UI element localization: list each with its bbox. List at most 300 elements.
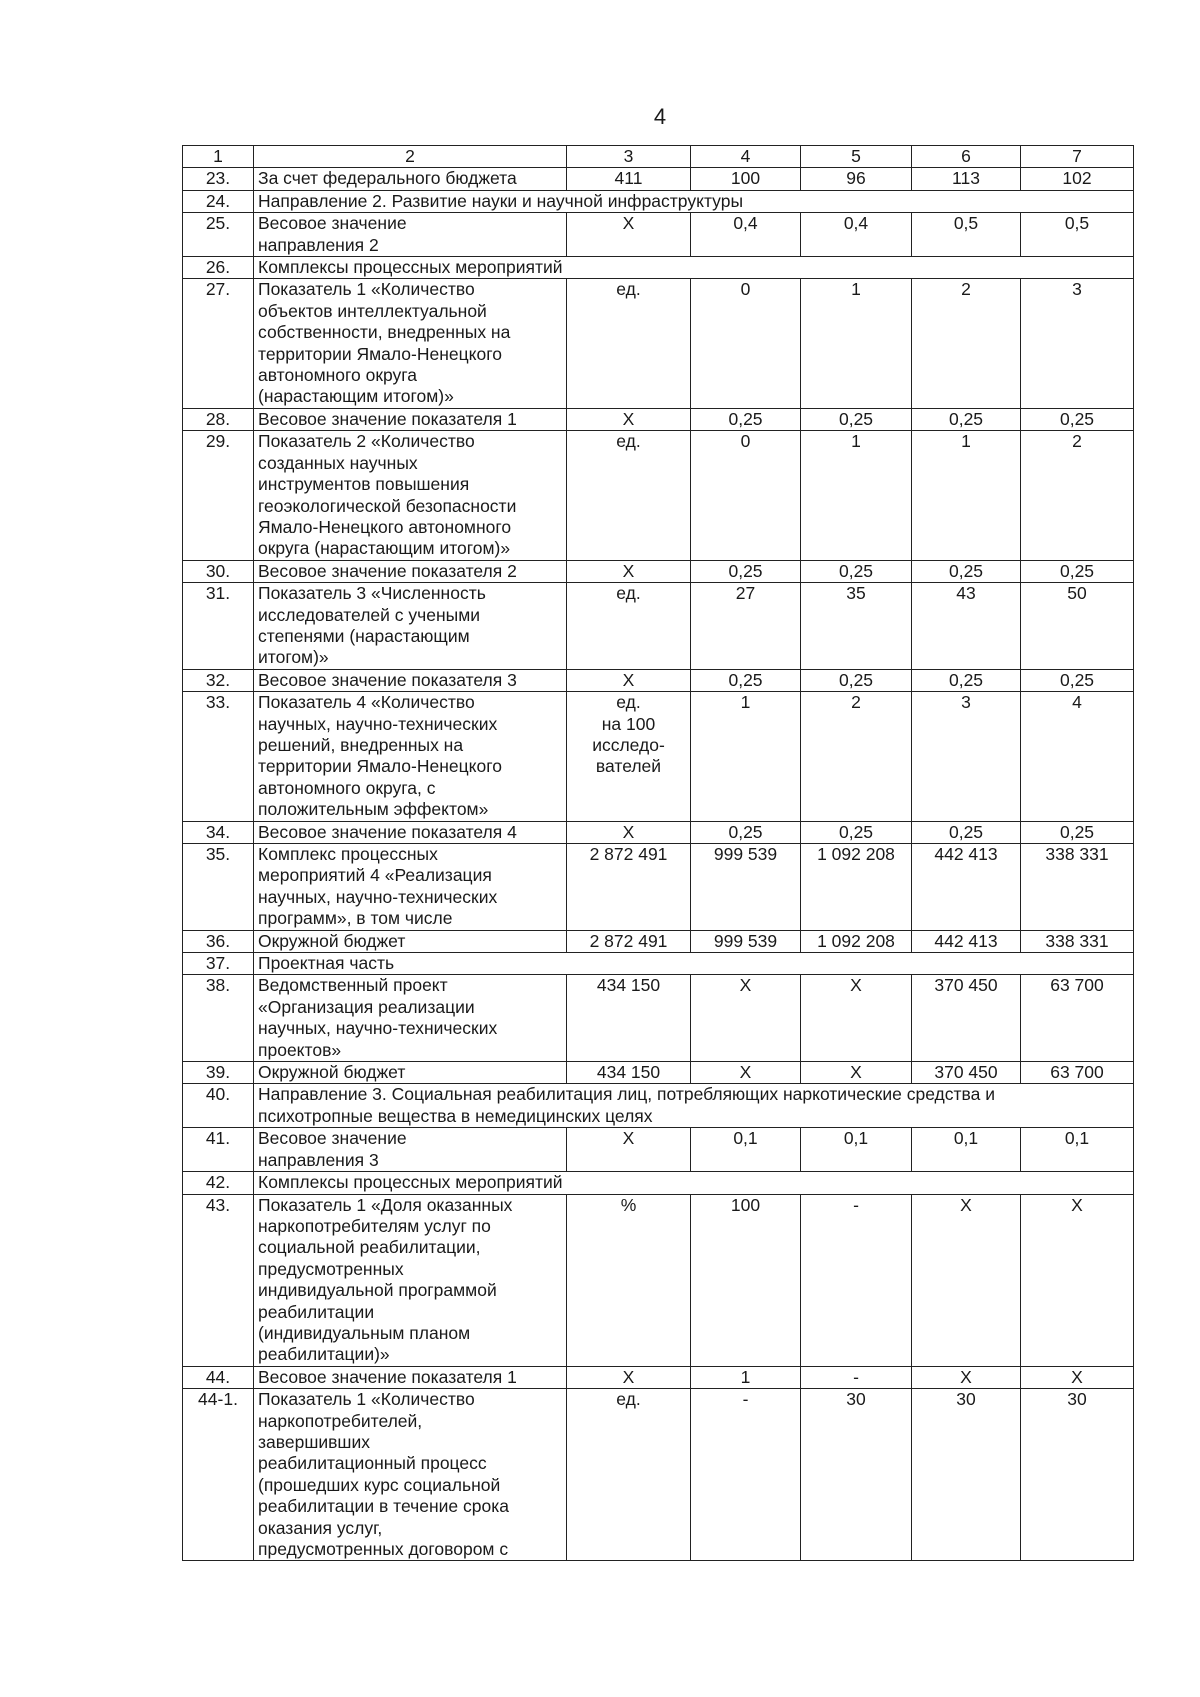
- header-cell: 7: [1021, 146, 1134, 168]
- value-cell: [1021, 431, 1134, 560]
- cell-line: Показатель 1 «Доля оказанных: [258, 1194, 513, 1215]
- value-cell: [1021, 692, 1134, 821]
- cell-line: научных, научно-технических: [258, 1018, 498, 1039]
- cell-line: территории Ямало-Ненецкого: [258, 756, 502, 777]
- cell-line: 0,25: [728, 669, 763, 690]
- cell-line: Х: [739, 1062, 752, 1083]
- cell-line: Ямало-Ненецкого автономного: [258, 516, 512, 537]
- cell-line: Весовое значение показателя 1: [258, 1366, 517, 1387]
- row-number: 31.: [183, 583, 254, 670]
- cell-line: автономного округа, с: [258, 777, 436, 798]
- cell-line: ед.: [616, 1389, 641, 1410]
- value-cell: [912, 408, 1021, 430]
- cell-line: наркопотребителям услуг по: [258, 1215, 491, 1236]
- cell-line: научных, научно-технических: [258, 713, 498, 734]
- section-title: [254, 190, 1134, 212]
- table-row: [183, 692, 1134, 821]
- cell-line: 1: [961, 431, 971, 452]
- value-cell: [801, 844, 912, 931]
- indicator-name: [254, 930, 567, 952]
- cell-line: 63 700: [1050, 1062, 1104, 1083]
- indicator-name: [254, 975, 567, 1062]
- header-cell: 3: [567, 146, 691, 168]
- value-cell: [691, 213, 801, 257]
- value-cell: [1021, 669, 1134, 691]
- unit-cell: [567, 821, 691, 843]
- cell-line: Показатель 4 «Количество: [258, 692, 475, 713]
- value-cell: [691, 431, 801, 560]
- row-number: 25.: [183, 213, 254, 257]
- cell-line: 63 700: [1050, 975, 1104, 996]
- table-row: [183, 279, 1134, 408]
- indicator-name: [254, 1389, 567, 1561]
- unit-cell: [567, 844, 691, 931]
- value-cell: [691, 583, 801, 670]
- value-cell: [691, 279, 801, 408]
- cell-line: Х: [622, 408, 635, 429]
- row-number: 38.: [183, 975, 254, 1062]
- table-body: [183, 146, 1134, 1561]
- cell-line: Х: [622, 213, 635, 234]
- cell-line: 999 539: [713, 930, 778, 951]
- table-row: [183, 844, 1134, 931]
- cell-line: объектов интеллектуальной: [258, 300, 487, 321]
- cell-line: 434 150: [596, 975, 661, 996]
- cell-line: 30: [846, 1389, 866, 1410]
- unit-cell: [567, 560, 691, 582]
- cell-line: инструментов повышения: [258, 474, 470, 495]
- table-row: [183, 408, 1134, 430]
- cell-line: ед.: [616, 583, 641, 604]
- header-row: [183, 146, 1134, 168]
- value-cell: [912, 168, 1021, 190]
- value-cell: [691, 692, 801, 821]
- cell-line: Весовое значение: [258, 1128, 407, 1149]
- cell-line: степенями (нарастающим: [258, 625, 470, 646]
- cell-line: 30: [956, 1389, 976, 1410]
- cell-line: на 100: [601, 713, 656, 734]
- cell-line: Окружной бюджет: [258, 1062, 406, 1083]
- cell-line: 1: [851, 431, 861, 452]
- cell-line: 0,25: [948, 560, 984, 581]
- cell-line: 3: [1072, 279, 1082, 300]
- value-cell: [801, 692, 912, 821]
- cell-line: итогом)»: [258, 647, 329, 668]
- indicator-name: [254, 1062, 567, 1084]
- row-number: 44.: [183, 1366, 254, 1388]
- cell-line: 338 331: [1045, 930, 1109, 951]
- header-cell: 2: [254, 146, 567, 168]
- indicator-name: [254, 844, 567, 931]
- cell-line: Х: [739, 975, 752, 996]
- value-cell: [1021, 844, 1134, 931]
- cell-line: 113: [952, 168, 980, 189]
- header-cell: 1: [183, 146, 254, 168]
- cell-line: «Организация реализации: [258, 996, 475, 1017]
- cell-line: ед.: [616, 692, 641, 713]
- cell-line: 100: [730, 1194, 761, 1215]
- cell-line: Х: [622, 669, 635, 690]
- value-cell: [1021, 1366, 1134, 1388]
- value-cell: [691, 1366, 801, 1388]
- cell-line: (прошедших курс социальной: [258, 1474, 501, 1495]
- value-cell: [1021, 583, 1134, 670]
- cell-line: 0,25: [838, 408, 874, 429]
- cell-line: 0: [740, 431, 751, 452]
- table-row: [183, 1194, 1134, 1366]
- cell-line: предусмотренных: [258, 1258, 404, 1279]
- cell-line: Х: [622, 560, 635, 581]
- unit-cell: [567, 213, 691, 257]
- value-cell: [912, 821, 1021, 843]
- cell-line: 50: [1067, 583, 1087, 604]
- row-number: 39.: [183, 1062, 254, 1084]
- header-cell: 5: [801, 146, 912, 168]
- value-cell: [801, 1128, 912, 1172]
- unit-cell: [567, 930, 691, 952]
- indicator-name: [254, 279, 567, 408]
- cell-line: проектов»: [258, 1039, 342, 1060]
- value-cell: [912, 583, 1021, 670]
- cell-line: 370 450: [934, 975, 998, 996]
- cell-line: Х: [960, 1194, 972, 1215]
- value-cell: [912, 1389, 1021, 1561]
- cell-line: Комплекс процессных: [258, 844, 438, 864]
- cell-line: Показатель 2 «Количество: [258, 431, 475, 452]
- cell-line: 43: [956, 583, 976, 604]
- cell-line: завершивших: [258, 1431, 370, 1452]
- value-cell: [801, 213, 912, 257]
- cell-line: 96: [846, 168, 866, 189]
- value-cell: [1021, 560, 1134, 582]
- cell-line: 0,5: [953, 213, 979, 234]
- cell-line: Весовое значение показателя 1: [258, 408, 517, 429]
- cell-line: психотропные вещества в немедицинских целях: [258, 1105, 653, 1126]
- unit-cell: [567, 583, 691, 670]
- unit-cell: [567, 975, 691, 1062]
- value-cell: [691, 168, 801, 190]
- cell-line: 0,25: [838, 669, 874, 690]
- value-cell: [912, 669, 1021, 691]
- cell-line: 2: [1072, 431, 1082, 452]
- value-cell: [912, 1128, 1021, 1172]
- row-number: 26.: [183, 257, 254, 279]
- row-number: 36.: [183, 930, 254, 952]
- value-cell: [691, 1389, 801, 1561]
- cell-line: Показатель 1 «Количество: [258, 279, 475, 300]
- table-row: [183, 168, 1134, 190]
- unit-cell: [567, 1366, 691, 1388]
- cell-line: 0,25: [1059, 821, 1095, 842]
- cell-line: 0,25: [838, 821, 874, 842]
- cell-line: социальной реабилитации,: [258, 1237, 481, 1258]
- cell-line: округа (нарастающим итогом)»: [258, 538, 511, 559]
- cell-line: 2: [851, 692, 861, 713]
- cell-line: вателей: [595, 756, 662, 777]
- cell-line: направления 2: [258, 234, 379, 255]
- table-row: [183, 953, 1134, 975]
- value-cell: [1021, 1128, 1134, 1172]
- cell-line: 3: [961, 692, 971, 713]
- value-cell: [912, 1194, 1021, 1366]
- row-number: 41.: [183, 1128, 254, 1172]
- table-row: [183, 1062, 1134, 1084]
- table-row: [183, 583, 1134, 670]
- unit-cell: [567, 1194, 691, 1366]
- section-title: [254, 257, 1134, 279]
- cell-line: 0,1: [843, 1128, 869, 1149]
- cell-line: 1 092 208: [817, 844, 895, 864]
- cell-line: положительным эффектом»: [258, 799, 489, 820]
- table-row: [183, 975, 1134, 1062]
- cell-line: 999 539: [713, 844, 778, 864]
- cell-line: -: [742, 1389, 749, 1410]
- value-cell: [691, 408, 801, 430]
- value-cell: [691, 1128, 801, 1172]
- table-row: [183, 1172, 1134, 1194]
- row-number: 24.: [183, 190, 254, 212]
- unit-cell: [567, 431, 691, 560]
- row-number: 29.: [183, 431, 254, 560]
- cell-line: -: [853, 1194, 859, 1215]
- unit-cell: [567, 1062, 691, 1084]
- row-number: 44-1.: [183, 1389, 254, 1561]
- cell-line: Х: [850, 1062, 862, 1083]
- cell-line: 442 413: [934, 930, 998, 951]
- cell-line: 370 450: [934, 1062, 998, 1083]
- row-number: 27.: [183, 279, 254, 408]
- row-number: 37.: [183, 953, 254, 975]
- cell-line: Весовое значение показателя 3: [258, 669, 517, 690]
- value-cell: [801, 1389, 912, 1561]
- table-row: [183, 190, 1134, 212]
- cell-line: 2 872 491: [589, 844, 668, 864]
- value-cell: [912, 431, 1021, 560]
- value-cell: [912, 975, 1021, 1062]
- unit-cell: [567, 1389, 691, 1561]
- cell-line: мероприятий 4 «Реализация: [258, 865, 492, 886]
- table-row: [183, 669, 1134, 691]
- cell-line: программ», в том числе: [258, 908, 453, 929]
- cell-line: Комплексы процессных мероприятий: [258, 257, 563, 278]
- value-cell: [912, 844, 1021, 931]
- cell-line: 0: [740, 279, 751, 300]
- row-number: 28.: [183, 408, 254, 430]
- cell-line: направления 3: [258, 1149, 379, 1170]
- cell-line: 2 872 491: [589, 930, 668, 951]
- row-number: 32.: [183, 669, 254, 691]
- cell-line: (нарастающим итогом)»: [258, 386, 454, 407]
- table-row: [183, 213, 1134, 257]
- row-number: 30.: [183, 560, 254, 582]
- table-row: [183, 821, 1134, 843]
- cell-line: 100: [730, 168, 761, 189]
- cell-line: Окружной бюджет: [258, 930, 406, 951]
- table-row: [183, 1366, 1134, 1388]
- row-number: 43.: [183, 1194, 254, 1366]
- table-row: [183, 930, 1134, 952]
- indicator-name: [254, 821, 567, 843]
- cell-line: 27: [735, 583, 756, 604]
- value-cell: [801, 1194, 912, 1366]
- unit-cell: [567, 168, 691, 190]
- cell-line: предусмотренных договором с: [258, 1539, 509, 1559]
- header-cell: 4: [691, 146, 801, 168]
- header-cell: 6: [912, 146, 1021, 168]
- table-row: [183, 1389, 1134, 1561]
- value-cell: [801, 279, 912, 408]
- cell-line: реабилитации)»: [258, 1344, 390, 1365]
- cell-line: 0,25: [948, 408, 984, 429]
- cell-line: 35: [846, 583, 866, 604]
- cell-line: Показатель 1 «Количество: [258, 1389, 475, 1410]
- cell-line: территории Ямало-Ненецкого: [258, 343, 502, 364]
- value-cell: [1021, 1389, 1134, 1561]
- indicator-name: [254, 1366, 567, 1388]
- cell-line: 0,4: [843, 213, 869, 234]
- cell-line: решений, внедренных на: [258, 734, 464, 755]
- value-cell: [912, 1062, 1021, 1084]
- indicator-name: [254, 408, 567, 430]
- value-cell: [691, 669, 801, 691]
- cell-line: Х: [1071, 1366, 1083, 1387]
- cell-line: 0,25: [838, 560, 874, 581]
- cell-line: Весовое значение показателя 2: [258, 560, 517, 581]
- section-title: [254, 1172, 1134, 1194]
- value-cell: [801, 1366, 912, 1388]
- indicator-name: [254, 1194, 567, 1366]
- row-number: 40.: [183, 1084, 254, 1128]
- table-row: [183, 257, 1134, 279]
- page-number: 4: [653, 104, 667, 129]
- cell-line: 0,25: [728, 560, 763, 581]
- value-cell: [691, 560, 801, 582]
- value-cell: [1021, 1062, 1134, 1084]
- row-number: 33.: [183, 692, 254, 821]
- cell-line: Х: [1071, 1194, 1083, 1215]
- value-cell: [1021, 213, 1134, 257]
- value-cell: [1021, 279, 1134, 408]
- cell-line: 1 092 208: [817, 930, 895, 951]
- cell-line: 434 150: [596, 1062, 661, 1083]
- cell-line: 0,25: [948, 821, 984, 842]
- cell-line: 0,25: [1059, 669, 1095, 690]
- cell-line: 4: [1072, 692, 1082, 713]
- cell-line: 411: [614, 168, 643, 189]
- section-title: [254, 1084, 1134, 1128]
- table-row: [183, 560, 1134, 582]
- cell-line: Направление 2. Развитие науки и научной инфраструктуры: [258, 190, 744, 211]
- cell-line: (индивидуальным планом: [258, 1322, 471, 1343]
- value-cell: [801, 168, 912, 190]
- value-cell: [912, 213, 1021, 257]
- cell-line: Проектная часть: [258, 953, 395, 974]
- value-cell: [1021, 975, 1134, 1062]
- cell-line: созданных научных: [258, 452, 418, 473]
- cell-line: Ведомственный проект: [258, 975, 448, 996]
- row-number: 42.: [183, 1172, 254, 1194]
- table-row: [183, 1084, 1134, 1128]
- value-cell: [801, 583, 912, 670]
- cell-line: 102: [1062, 168, 1092, 189]
- indicator-name: [254, 669, 567, 691]
- cell-line: 0,25: [1059, 560, 1095, 581]
- value-cell: [1021, 821, 1134, 843]
- value-cell: [1021, 168, 1134, 190]
- value-cell: [912, 930, 1021, 952]
- unit-cell: [567, 408, 691, 430]
- cell-line: Весовое значение показателя 4: [258, 821, 517, 842]
- cell-line: научных, научно-технических: [258, 886, 498, 907]
- table-row: [183, 431, 1134, 560]
- value-cell: [801, 669, 912, 691]
- value-cell: [801, 975, 912, 1062]
- cell-line: Направление 3. Социальная реабилитация лиц, потребляющих наркотические средства и: [258, 1084, 995, 1105]
- value-cell: [801, 1062, 912, 1084]
- indicators-table: [182, 145, 1134, 1561]
- cell-line: 0,4: [733, 213, 758, 234]
- indicator-name: [254, 560, 567, 582]
- cell-line: 30: [1067, 1389, 1087, 1410]
- cell-line: реабилитации: [258, 1301, 375, 1322]
- cell-line: 0,25: [728, 821, 763, 842]
- cell-line: 0,1: [733, 1128, 758, 1149]
- value-cell: [691, 930, 801, 952]
- cell-line: индивидуальной программой: [258, 1280, 497, 1301]
- indicator-name: [254, 1128, 567, 1172]
- cell-line: Показатель 3 «Численность: [258, 583, 486, 604]
- cell-line: 0,25: [728, 408, 763, 429]
- cell-line: Комплексы процессных мероприятий: [258, 1172, 563, 1193]
- cell-line: Х: [850, 975, 862, 996]
- cell-line: ед.: [616, 431, 641, 452]
- cell-line: 0,1: [953, 1128, 979, 1149]
- value-cell: [691, 1062, 801, 1084]
- value-cell: [1021, 1194, 1134, 1366]
- cell-line: Х: [622, 821, 635, 842]
- value-cell: [1021, 408, 1134, 430]
- value-cell: [691, 844, 801, 931]
- cell-line: геоэкологической безопасности: [258, 495, 517, 516]
- cell-line: 2: [961, 279, 971, 300]
- cell-line: 1: [851, 279, 861, 300]
- value-cell: [912, 560, 1021, 582]
- cell-line: 0,5: [1064, 213, 1090, 234]
- unit-cell: [567, 1128, 691, 1172]
- cell-line: -: [853, 1366, 859, 1387]
- indicator-name: [254, 583, 567, 670]
- cell-line: 0,25: [948, 669, 984, 690]
- cell-line: реабилитационный процесс: [258, 1453, 487, 1474]
- value-cell: [801, 930, 912, 952]
- value-cell: [691, 1194, 801, 1366]
- cell-line: За счет федерального бюджета: [258, 168, 517, 189]
- cell-line: реабилитации в течение срока: [258, 1496, 509, 1517]
- indicator-name: [254, 213, 567, 257]
- row-number: 34.: [183, 821, 254, 843]
- cell-line: ед.: [616, 279, 641, 300]
- indicator-name: [254, 168, 567, 190]
- indicator-name: [254, 692, 567, 821]
- section-title: [254, 953, 1134, 975]
- value-cell: [801, 431, 912, 560]
- cell-line: 0,25: [1059, 408, 1095, 429]
- unit-cell: [567, 692, 691, 821]
- cell-line: исследователей с учеными: [258, 604, 481, 625]
- cell-line: 0,1: [1064, 1128, 1090, 1149]
- value-cell: [912, 692, 1021, 821]
- cell-line: собственности, внедренных на: [258, 322, 511, 343]
